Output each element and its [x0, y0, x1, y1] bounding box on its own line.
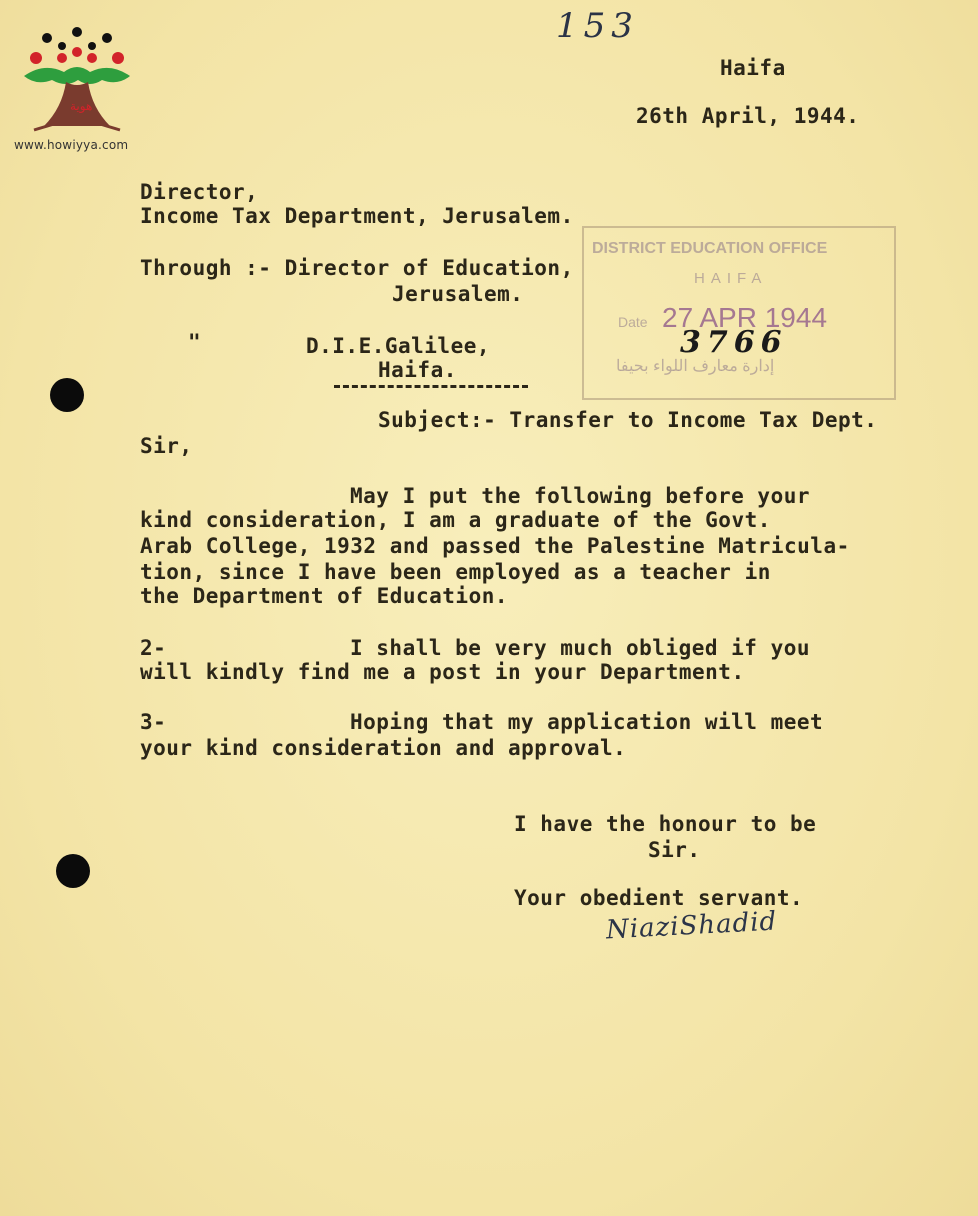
- body-line: the Department of Education.: [140, 584, 509, 608]
- punch-hole-top: [50, 378, 84, 412]
- file-number: 153: [556, 6, 639, 46]
- stamp-number: 3766: [680, 325, 788, 360]
- logo-url-text[interactable]: www.howiyya.com: [14, 138, 129, 152]
- paragraph-number-2: 2-: [140, 636, 167, 660]
- salutation: Sir,: [140, 434, 193, 458]
- body-line: Hoping that my application will meet: [350, 710, 824, 734]
- addressee-line1: Director,: [140, 180, 259, 204]
- closing-line1: I have the honour to be: [514, 812, 817, 836]
- punch-hole-bottom: [56, 854, 90, 888]
- body-line: May I put the following before your: [350, 484, 811, 508]
- body-line: I shall be very much obliged if you: [350, 636, 811, 660]
- body-line: your kind consideration and approval.: [140, 736, 627, 760]
- addressee-line2: Income Tax Department, Jerusalem.: [140, 204, 574, 228]
- howiyya-logo-icon: [14, 16, 140, 152]
- body-line: Arab College, 1932 and passed the Palestine Matricula-: [140, 534, 850, 558]
- through-line4: Haifa.: [378, 358, 457, 382]
- body-line: tion, since I have been employed as a teacher in: [140, 560, 771, 584]
- stamp-line1: DISTRICT EDUCATION OFFICE: [592, 240, 828, 257]
- subject-line: Subject:- Transfer to Income Tax Dept.: [378, 408, 878, 432]
- body-line: kind consideration, I am a graduate of the Govt.: [140, 508, 771, 532]
- svg-text:هوية: هوية: [70, 99, 93, 113]
- closing-line3: Your obedient servant.: [514, 886, 804, 910]
- closing-line2: Sir.: [648, 838, 701, 862]
- stamp-date-prefix: Date: [618, 314, 648, 330]
- stamp-arabic: إدارة معارف اللواء بحيفا: [616, 358, 775, 375]
- letter-place: Haifa: [720, 56, 786, 80]
- letter-date: 26th April, 1944.: [636, 104, 860, 128]
- divider-dashes: [334, 385, 528, 388]
- through-line2: Jerusalem.: [392, 282, 524, 306]
- body-line: will kindly find me a post in your Department.: [140, 660, 745, 684]
- ditto-mark: ": [188, 330, 202, 354]
- stamp-date: 27 APR 1944: [662, 302, 828, 333]
- paragraph-number-3: 3-: [140, 710, 167, 734]
- stamp-line2: HAIFA: [694, 270, 768, 287]
- through-line1: Through :- Director of Education,: [140, 256, 574, 280]
- through-line3: D.I.E.Galilee,: [306, 334, 491, 358]
- education-office-stamp: [582, 226, 896, 400]
- signature: NiaziShadid: [605, 906, 778, 946]
